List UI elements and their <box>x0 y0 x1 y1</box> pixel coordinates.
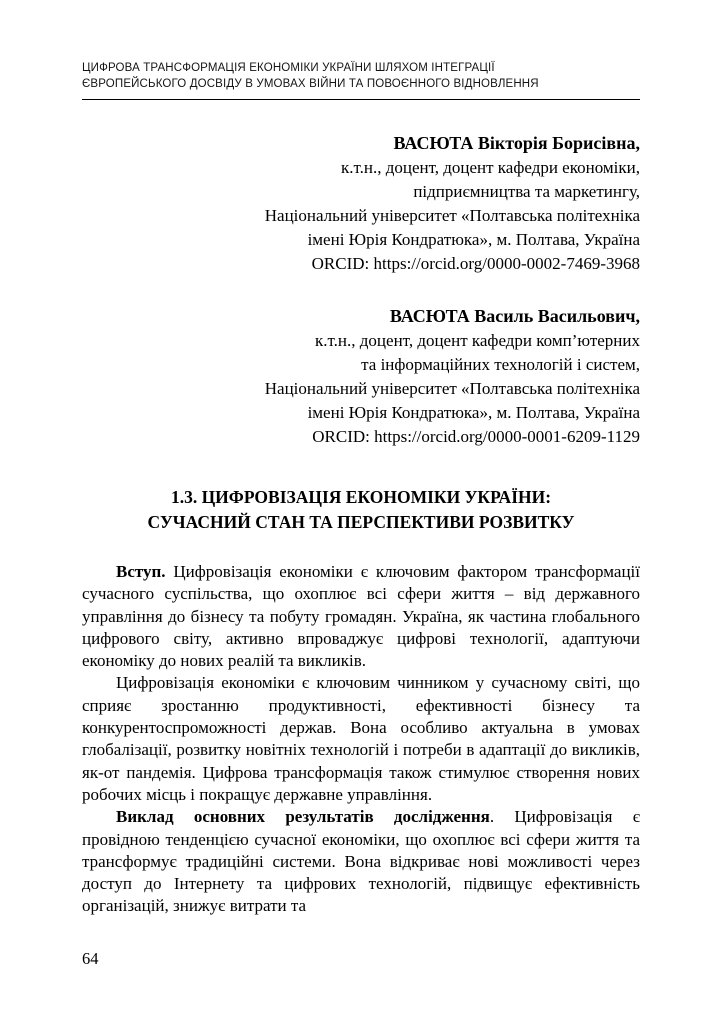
running-head <box>82 60 640 92</box>
paragraph-text: . Цифровізація є провідною тенденцією сучасної економіки, що охоплює всі сфери життя та трансформує традиційні системи. Вона відкриває нові можливості через доступ до Інтернету та цифрових технологій, підвищує ефективність організацій, знижує витрати та <box>82 807 640 916</box>
running-head-line-2: ЄВРОПЕЙСЬКОГО ДОСВІДУ В УМОВАХ ВІЙНИ ТА ПОВОЄННОГО ВІДНОВЛЕННЯ <box>82 78 539 90</box>
section-title-line-2: СУЧАСНИЙ СТАН ТА ПЕРСПЕКТИВИ РОЗВИТКУ <box>147 512 575 532</box>
page-number: 64 <box>82 949 99 968</box>
section-title <box>82 485 640 535</box>
author-affiliation-line: к.т.н., доцент, доцент кафедри комп’ютерних <box>315 331 640 350</box>
author-affiliation-line: Національний університет «Полтавська політехніка <box>264 379 640 398</box>
author-orcid: ORCID: https://orcid.org/0000-0001-6209-1129 <box>312 427 640 446</box>
author-affiliation-line: к.т.н., доцент, доцент кафедри економіки, <box>340 158 640 177</box>
running-head-line-1: ЦИФРОВА ТРАНСФОРМАЦІЯ ЕКОНОМІКИ УКРАЇНИ ШЛЯХОМ ІНТЕГРАЦІЇ <box>82 62 495 74</box>
paragraph-lead: Вступ. <box>116 562 166 581</box>
author-name: ВАСЮТА Вікторія Борисівна, <box>393 133 640 153</box>
author-affiliation-line: та інформаційних технологій і систем, <box>361 355 640 374</box>
paragraph-2 <box>82 672 640 806</box>
author-block-1 <box>82 130 640 276</box>
paragraph-text: Цифровізація економіки є ключовим фактором трансформації сучасного суспільства, що охоплює всі сфери життя – від державного управління до бізнесу та побуту громадян. Україна, як частина глобального цифрового світу, активно впроваджує цифрові технології, адаптуючи економіку до нових реалій та викликів. <box>82 562 640 671</box>
paragraph-text: Цифровізація економіки є ключовим чинником у сучасному світі, що сприяє зростанню продуктивності, ефективності бізнесу та конкурентоспроможності держав. Вона особливо актуальна в умовах глобалізації, розвитку новітніх технологій і потреби в адаптації до викликів, як-от пандемія. Цифрова трансформація також стимулює створення нових робочих місць і покращує державне управління. <box>82 673 640 804</box>
author-orcid: ORCID: https://orcid.org/0000-0002-7469-3968 <box>311 254 640 273</box>
author-name: ВАСЮТА Василь Васильович, <box>389 306 640 326</box>
author-affiliation-line: Національний університет «Полтавська політехніка <box>264 206 640 225</box>
body-text <box>82 561 640 918</box>
paragraph-results <box>82 806 640 917</box>
author-affiliation-line: імені Юрія Кондратюка», м. Полтава, Україна <box>307 230 640 249</box>
paragraph-intro <box>82 561 640 672</box>
header-divider <box>82 99 640 100</box>
author-block-2 <box>82 303 640 449</box>
section-title-line-1: 1.3. ЦИФРОВІЗАЦІЯ ЕКОНОМІКИ УКРАЇНИ: <box>170 487 552 507</box>
author-affiliation-line: підприємництва та маркетингу, <box>413 182 640 201</box>
paragraph-lead: Виклад основних результатів дослідження <box>116 807 490 827</box>
author-affiliation-line: імені Юрія Кондратюка», м. Полтава, Україна <box>307 403 640 422</box>
